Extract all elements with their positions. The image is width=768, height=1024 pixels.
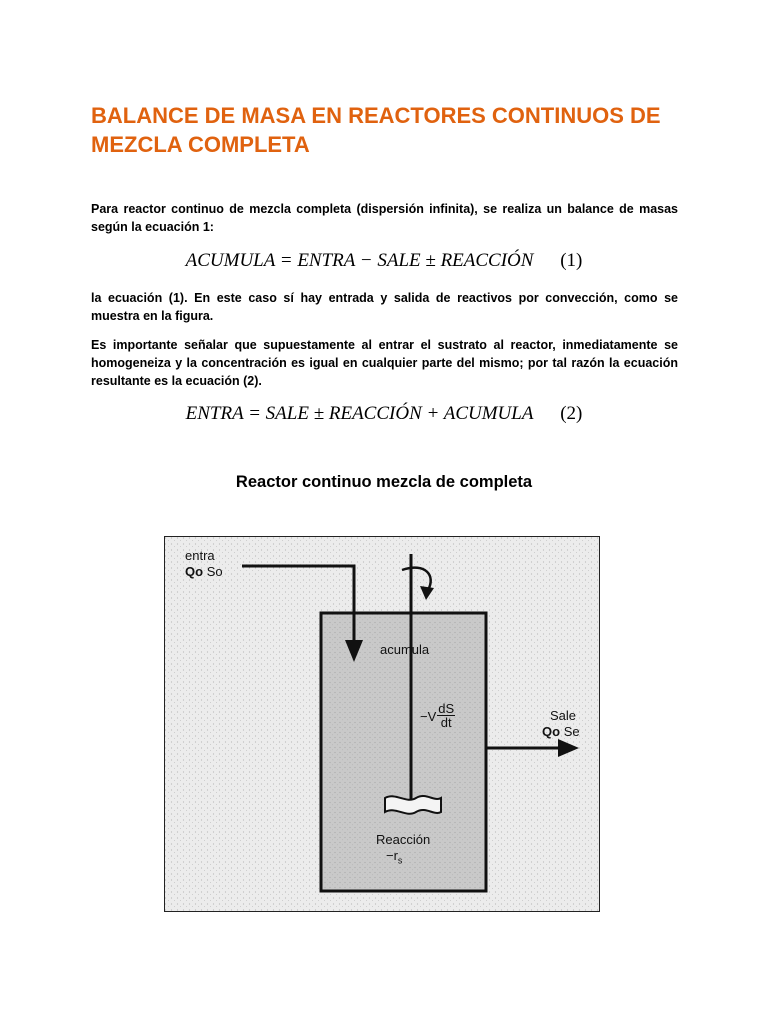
page-title-line-2: MEZCLA COMPLETA (91, 132, 310, 157)
figure-title: Reactor continuo mezcla de completa (235, 473, 533, 491)
reaction-rate-term (386, 848, 402, 869)
accumulation-label: acumula (380, 642, 430, 657)
inlet-label: entra (185, 548, 215, 563)
inlet-flow: Qo (185, 564, 204, 579)
equation-2-number: (2) (560, 403, 583, 424)
equation-1 (0, 250, 768, 272)
reaction-label: Reacción (376, 832, 431, 847)
outlet-concentration: Se (563, 724, 580, 739)
reactor-diagram (164, 536, 600, 912)
inlet-flow-label (185, 564, 223, 579)
rate-prefix: −V (420, 708, 437, 724)
page-title (91, 101, 691, 159)
outlet-flow: Qo (542, 724, 561, 739)
reaction-subscript: s (397, 855, 403, 866)
reaction-term: −r (386, 848, 398, 863)
stirrer-impeller (385, 796, 441, 814)
accumulation-rate-term (420, 702, 455, 730)
equation-1-expression: ACUMULA = ENTRA − SALE ± REACCIÓN (185, 250, 534, 271)
inlet-concentration: So (206, 564, 223, 579)
equation-2 (0, 403, 768, 425)
outlet-label: Sale (550, 708, 577, 723)
rate-numerator: dS (438, 701, 455, 716)
page-title-line-1: BALANCE DE MASA EN REACTORES CONTINUOS DE (91, 103, 661, 128)
convection-paragraph: la ecuación (1). En este caso sí hay entrada y salida de reactivos por convección, como se muestra en la figura. (91, 291, 678, 323)
reactor-diagram-drawing (164, 536, 600, 912)
outlet-flow-label (542, 724, 580, 739)
rate-fraction (437, 702, 455, 730)
equation-1-number: (1) (560, 250, 583, 271)
intro-paragraph: Para reactor continuo de mezcla completa (dispersión infinita), se realiza un balance de masas según la ecuación 1: (91, 202, 678, 234)
equation-2-expression: ENTRA = SALE ± REACCIÓN + ACUMULA (185, 403, 534, 424)
rate-denominator: dt (440, 715, 452, 730)
homogenization-paragraph: Es importante señalar que supuestamente al entrar el sustrato al reactor, inmediatamente se homogeneiza y la concentración es igual en cualquier parte del mismo; por tal razón la ecuación resultante es la ecuación (2). (91, 338, 678, 388)
